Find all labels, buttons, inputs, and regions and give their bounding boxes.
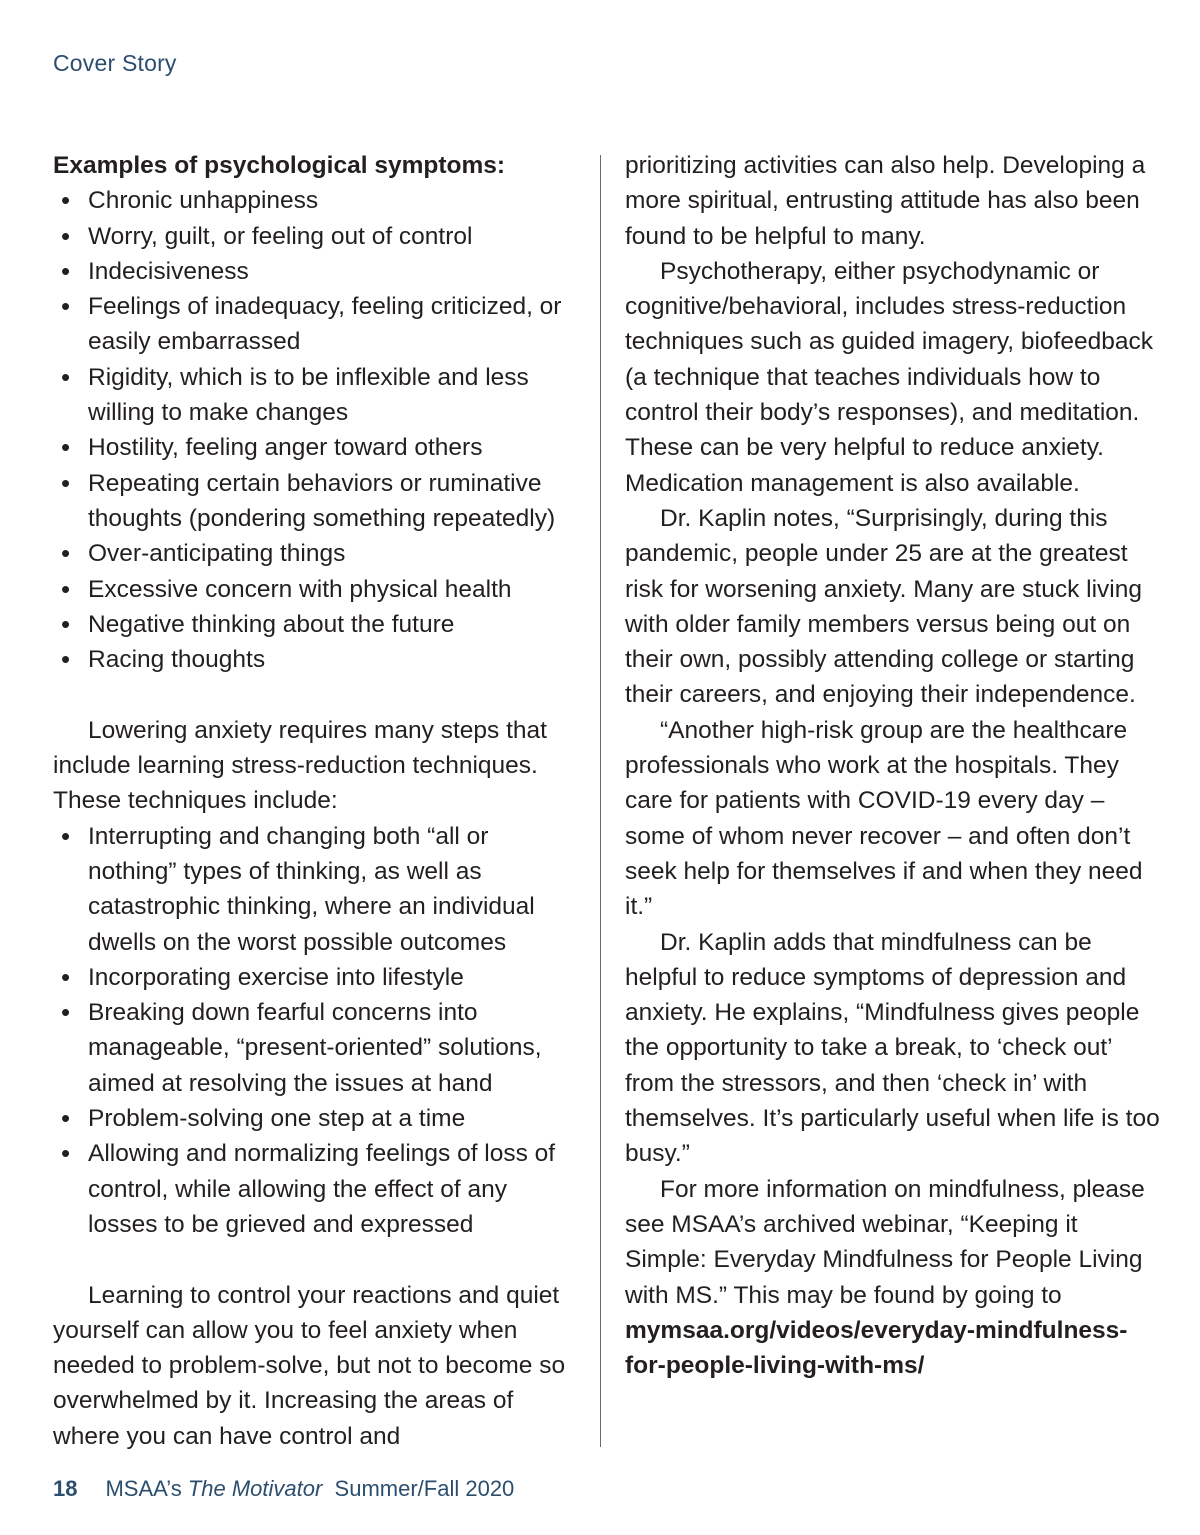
page-footer bbox=[53, 1476, 514, 1502]
publisher-name: MSAA’s bbox=[105, 1476, 188, 1501]
left-column bbox=[53, 148, 583, 1454]
body-paragraph: prioritizing activities can also help. Developing a more spiritual, entrusting attitude has also been found to be helpful to many. bbox=[625, 152, 1146, 250]
list-item: • Incorporating exercise into lifestyle bbox=[53, 960, 583, 995]
list-item: • Rigidity, which is to be inflexible and less willing to make changes bbox=[53, 360, 583, 431]
body-paragraph bbox=[625, 1172, 1165, 1384]
list-item: • Negative thinking about the future bbox=[53, 607, 583, 642]
body-paragraph: Learning to control your reactions and quiet yourself can allow you to feel anxiety when needed to problem-solve, but not to become so overwhelmed by it. Increasing the areas of where you can have control and bbox=[53, 1281, 566, 1450]
list-item: • Racing thoughts bbox=[53, 642, 583, 677]
symptoms-heading: Examples of psychological symptoms: bbox=[53, 152, 506, 179]
body-paragraph: Lowering anxiety requires many steps that include learning stress-reduction techniques. These techniques include: bbox=[53, 716, 547, 815]
list-item: • Problem-solving one step at a time bbox=[53, 1101, 583, 1136]
body-paragraph: “Another high-risk group are the healthcare professionals who work at the hospitals. They care for patients with COVID-19 every day – some of whom never recover – and often don’t seek help for themselves if and when they need it.” bbox=[625, 716, 1143, 921]
paragraph-gap bbox=[53, 1242, 583, 1277]
list-item: • Repeating certain behaviors or ruminative thoughts (pondering something repeatedly) bbox=[53, 466, 583, 537]
right-column bbox=[625, 148, 1165, 1383]
list-item: • Over-anticipating things bbox=[53, 536, 583, 571]
page-number: 18 bbox=[53, 1476, 78, 1501]
body-paragraph: Dr. Kaplin adds that mindfulness can be helpful to reduce symptoms of depression and anxiety. He explains, “Mindfulness gives people the opportunity to take a break, to ‘check out’ from the stressors, and then ‘check in’ with themselves. It’s particularly useful when life is too busy.” bbox=[625, 928, 1160, 1168]
paragraph-gap bbox=[53, 677, 583, 712]
list-item: • Worry, guilt, or feeling out of control bbox=[53, 219, 583, 254]
body-paragraph: Dr. Kaplin notes, “Surprisingly, during this pandemic, people under 25 are at the greatest risk for worsening anxiety. Many are stuck living with older family members versus being out on their own, possibly attending college or starting their careers, and enjoying their independence. bbox=[625, 504, 1142, 709]
list-item: • Feelings of inadequacy, feeling criticized, or easily embarrassed bbox=[53, 289, 583, 360]
list-item: • Chronic unhappiness bbox=[53, 183, 583, 218]
list-item: • Breaking down fearful concerns into manageable, “present-oriented” solutions, aimed at resolving the issues at hand bbox=[53, 995, 583, 1101]
list-item: • Interrupting and changing both “all or nothing” types of thinking, as well as catastrophic thinking, where an individual dwells on the worst possible outcomes bbox=[53, 819, 583, 960]
publication-title: The Motivator bbox=[187, 1476, 323, 1501]
list-item: • Hostility, feeling anger toward others bbox=[53, 430, 583, 465]
body-paragraph: Psychotherapy, either psychodynamic or cognitive/behavioral, includes stress-reduction techniques such as guided imagery, biofeedback (a technique that teaches individuals how to control their body’s responses), and meditation. These can be very helpful to reduce anxiety. Medication management is also available. bbox=[625, 257, 1153, 497]
symptoms-list bbox=[53, 183, 583, 677]
list-item: • Excessive concern with physical health bbox=[53, 572, 583, 607]
webinar-text: For more information on mindfulness, please see MSAA’s archived webinar, “Keeping it Simple: Everyday Mindfulness for People Living with MS.” This may be found by going to bbox=[625, 1175, 1145, 1309]
list-item: • Allowing and normalizing feelings of loss of control, while allowing the effect of any losses to be grieved and expressed bbox=[53, 1136, 583, 1242]
section-label: Cover Story bbox=[53, 50, 177, 76]
list-item: • Indecisiveness bbox=[53, 254, 583, 289]
techniques-list bbox=[53, 819, 583, 1243]
column-divider bbox=[600, 155, 601, 1447]
issue-date: Summer/Fall 2020 bbox=[334, 1476, 515, 1501]
webinar-link[interactable]: mymsaa.org/videos/everyday-mindfulness-for-people-living-with-ms/ bbox=[625, 1316, 1128, 1380]
